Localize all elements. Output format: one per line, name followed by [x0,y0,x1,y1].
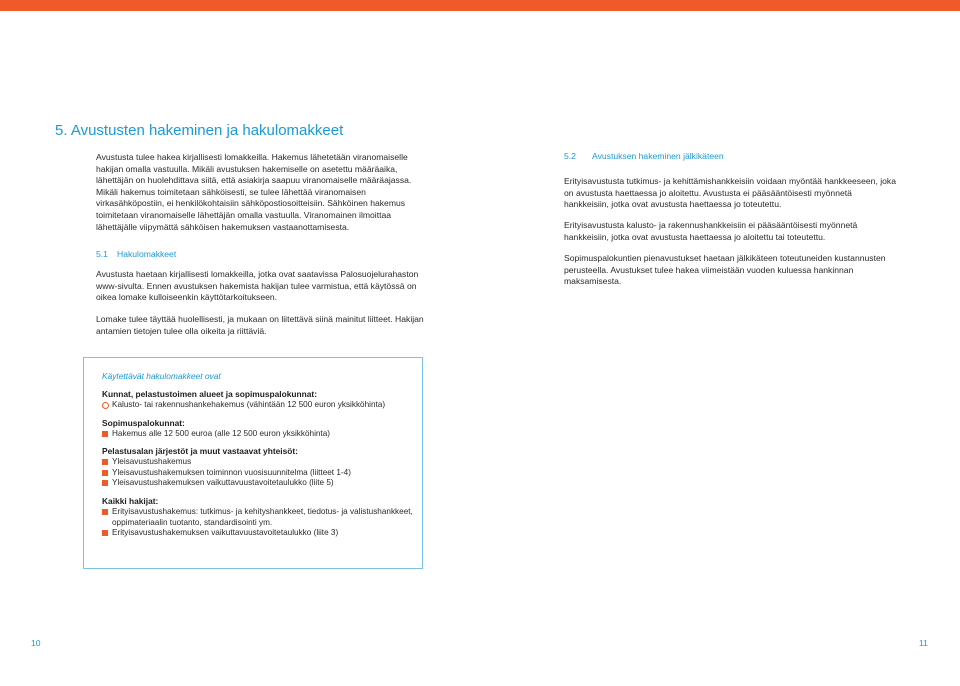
form-list-box [83,357,423,569]
section-title: Hakulomakkeet [117,249,177,259]
section-number: 5.1 [96,249,108,259]
page-number-right: 11 [919,638,928,648]
square-bullet-icon [102,459,108,465]
list-item-text: Erityisavustushakemus: tutkimus- ja kehityshankkeet, tiedotus- ja valistushankkeet, oppimateriaalin tuotanto, standardisointi ym. [112,506,413,527]
square-bullet-icon [102,480,108,486]
list-item-text: Hakemus alle 12 500 euroa (alle 12 500 euron yksikköhinta) [112,428,331,438]
square-bullet-icon [102,431,108,437]
list-item-text: Yleisavustushakemuksen vaikuttavuustavoitetaulukko (liite 5) [112,478,334,488]
group-items [102,457,414,489]
section-heading-5-2 [564,151,724,162]
box-title: Käytettävät hakulomakkeet ovat [102,371,221,381]
left-paragraph-3: Lomake tulee täyttää huolellisesti, ja mukaan on liitettävä siinä mainitut liitteet. Hakijan antamien tietojen tulee olla oikeita ja riittäviä. [96,314,424,336]
list-item [102,507,414,528]
list-item [102,478,414,489]
group-title: Kunnat, pelastustoimen alueet ja sopimuspalokunnat: [102,389,317,399]
list-item-text: Erityisavustushakemuksen vaikuttavuustavoitetaulukko (liite 3) [112,528,339,538]
list-item-text: Yleisavustushakemus [112,457,192,467]
circle-plus-icon [102,402,109,409]
list-item [102,400,414,411]
section-heading-5-1 [96,249,176,260]
form-group-municipalities [102,389,414,411]
list-item [102,457,414,468]
group-title: Pelastusalan järjestöt ja muut vastaavat yhteisöt: [102,446,298,457]
square-bullet-icon [102,530,108,536]
square-bullet-icon [102,509,108,515]
group-title: Sopimuspalokunnat: [102,417,185,428]
page-number-left: 10 [31,638,41,648]
section-number: 5.2 [564,151,576,161]
right-paragraph-1: Erityisavustusta tutkimus- ja kehittämishankkeisiin voidaan myöntää hankkeeseen, joka on avustusta haettaessa jo aloitettu. Avustusta ei pääsääntöisesti myönnetä hankkeisiin, jotka ovat avustusta haettaessa jo toteutettu. [564,176,896,210]
group-items [102,400,414,411]
list-item-text: Kalusto- tai rakennushankehakemus (vähintään 12 500 euron yksikköhinta) [112,400,386,409]
left-paragraph-1: Avustusta tulee hakea kirjallisesti lomakkeilla. Hakemus lähetetään viranomaiselle hakijan omalla vastuulla. Mikäli avustuksen hakemiselle on asetettu määräaika, lähettäjän on huolehdittava siitä, että asiakirja saapuu viranomaiselle määräajassa. Mikäli hakemus toimitetaan sähköisesti, se tulee lähettää viranomaisen virkasähköpostiin, ei henkilökohtaisiin sähköpostiosoitteisiin. Sähköinen hakemus toimitetaan viranomaiselle lähettäjän omalla vastuulla. Viranomainen ilmoittaa lähettäjälle viipymättä sähköisen hakemuksen vastaanottamisesta. [96,152,412,232]
square-bullet-icon [102,470,108,476]
list-item [102,468,414,479]
left-paragraph-2: Avustusta haetaan kirjallisesti lomakkeilla, jotka ovat saatavissa Palosuojelurahaston www-sivulta. Ennen avustuksen hakemista hakijan tulee varmistua, että käytössä on oikea lomake kulloiseenkin käyttötarkoitukseen. [96,269,419,303]
list-item [102,429,414,440]
group-items [102,429,414,440]
form-group-organizations [102,446,414,489]
group-title: Kaikki hakijat: [102,495,159,506]
right-paragraph-2: Erityisavustusta kalusto- ja rakennushankkeisiin ei pääsääntöisesti myönnetä hankkeisiin, jotka ovat avustusta haettaessa jo aloitettu tai toteutettu. [564,220,858,242]
list-item [102,528,414,539]
chapter-title: 5. Avustusten hakeminen ja hakulomakkeet [55,122,344,139]
section-title: Avustuksen hakeminen jälkikäteen [592,151,724,161]
top-accent-bar [0,0,960,11]
right-paragraph-3: Sopimuspalokuntien pienavustukset haetaan jälkikäteen toteutuneiden kustannusten perusteella. Avustukset tulee hakea viimeistään vuoden kuluessa hankinnan maksamisesta. [564,253,886,287]
form-group-all-applicants [102,496,414,539]
list-item-text: Yleisavustushakemuksen toiminnon vuosisuunnitelma (liitteet 1-4) [112,467,351,477]
box-content [102,389,414,546]
group-items [102,507,414,539]
form-group-volunteer-brigades [102,418,414,440]
